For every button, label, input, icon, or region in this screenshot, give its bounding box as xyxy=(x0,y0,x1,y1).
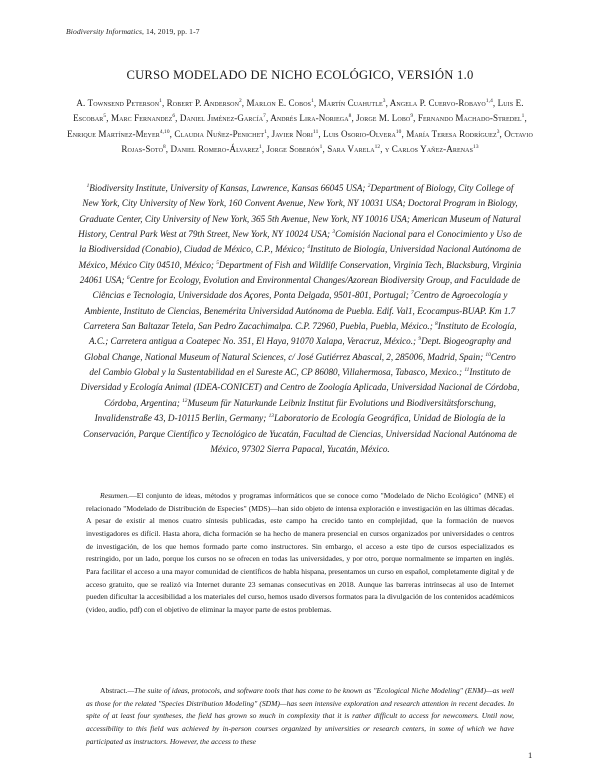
author-name: Martín Cuahutle xyxy=(318,98,383,108)
affiliation-text: Centro del Cambio Global y la Sustentabilidad en el Sureste AC, CP 86080, Villahermosa, Tabasco, Mexico.; xyxy=(89,351,516,378)
author-affiliation-number: 9 xyxy=(410,113,414,120)
affiliation-text: Centro de Agroecología y Ambiente, Instituto de Ciencias, Benemérita Universidad Autónoma de Puebla. Edif. Val1, Ecocampus-BUAP. Km 1.7 Carretera San Baltazar Tetela, San Pedro Zacachimalpa. C.P. 72960, Puebla, Puebla, México.; xyxy=(83,290,516,332)
author-name: Sara Varela xyxy=(327,144,375,155)
affiliation-number: 7 xyxy=(411,290,414,297)
author-affiliation-number: 1 xyxy=(264,128,267,135)
author-affiliation-number: 5 xyxy=(103,113,107,120)
resumen-text: —El conjunto de ideas, métodos y programas informáticos que se conoce como "Modelado de Nicho Ecológico" (MNE) el relacionado "Modelado de Distribución de Especies" (MDS)—han sido objeto de intensa exploración e investigación en las últimas décadas. A pesar de existir al menos cuatro síntesis publicadas, este campo ha crecido tanto en complejidad, que la formación de nuevos investigadores es difícil. Hasta ahora, dicha formación se ha hecho de manera presencial en cursos organizados por universidades o centros de investigación, de los que hemos formado parte como instructores. Sin embargo, el acceso a este tipo de cursos especializados es restringido, por un lado, porque los cursos no se ofrecen en todas las universidades, y por otro, porque normalmente se imparten en inglés. Para facilitar el acceso a una mayor comunidad de científicos de habla hispana, presentamos un curso en español, completamente digital y de acceso gratuito, que se realizó via Internet durante 23 semanas consecutivas en 2018. Aunque las barreras intrínsecas al uso de Internet pueden dificultar la accesibilidad a los materiales del curso, hemos usado diversos formatos para la divulgación de los contenidos académicos (video, audio, pdf) con el objetivo de eliminar la mayor parte de estos problemas. xyxy=(86,491,514,614)
journal-volume-pages: , 14, 2019, pp. 1-7 xyxy=(142,27,200,36)
author-list: A. Townsend Peterson$^1$, Robert P. Anderson$^2$, Marlon E. Cobos$^1$, Martín Cuahutle$^3$, Angela P. Cuervo-Robayo$^{1,4}$, Luis E. Escobar$^5$, Marc Fernandez$^6$, Daniel Jiménez-García$^7$, Andrés Lira-Noriega$^8$, Jorge M. Lobo$^9$, Fernando Machado-Stredel$^1$, Enrique Martínez-Meyer$^{4,10}$, Claudia Nuñez-Penichet$^1$, Javier Nori$^{11}$, Luis Osorio-Olvera$^{10}$, María Teresa Rodríguez$^3$, Octavio Rojas-Soto$^8$, Daniel Romero-Álvarez$^1$, Jorge Soberón$^1$, Sara Varela$^{12}$, y Carlos Yañez-Arenas$^{13}$ xyxy=(67,97,533,155)
journal-name: Biodiversity Informatics xyxy=(66,27,143,36)
affiliation-text: Centre for Ecology, Evolution and Environmental Changes/Azorean Biodiversity Group, and Faculdade de Ciências e Tecnologia, Universidade dos Açores, Ponta Delgada, 9501-801, Portugal; xyxy=(92,275,521,301)
author xyxy=(327,144,380,154)
author-name: Fernando Machado-Stredel xyxy=(417,113,522,124)
author-affiliation-number: 1 xyxy=(319,144,323,151)
author-name: Jorge Soberón xyxy=(266,144,320,155)
author xyxy=(247,98,314,108)
author xyxy=(418,113,525,123)
author-name: Luis E. Escobar xyxy=(73,98,524,124)
affiliation-text: Department of Fish and Wildlife Conservation, Virginia Tech, Blacksburg, Virginia 24061 USA; xyxy=(79,259,522,286)
affiliation-text: Museum für Naturkunde Leibniz Institut für Evolutions und Biodiversitätsforschung, Invalidenstraße 43, D-10115 Berlin, Germany; xyxy=(94,397,496,424)
author-name: María Teresa Rodríguez xyxy=(406,128,497,139)
author-name: Claudia Nuñez-Penichet xyxy=(174,128,265,139)
author-name: A. Townsend Peterson xyxy=(76,98,160,108)
author xyxy=(67,129,170,139)
affiliation-text: Instituto de Biología, Universidad Nacional Autónoma de México, México City 04510, México; xyxy=(78,244,521,270)
author-name: Angela P. Cuervo-Robayo xyxy=(389,98,486,108)
author-affiliation-number: 4,10 xyxy=(159,128,170,135)
author-name: Daniel Jiménez-García xyxy=(179,113,264,124)
author-affiliation-number: 13 xyxy=(473,144,479,151)
author-affiliation-number: 10 xyxy=(395,128,402,135)
author-name: Javier Nori xyxy=(271,128,313,139)
affiliation-number: 5 xyxy=(216,259,219,266)
author-affiliation-number: 11 xyxy=(312,128,319,135)
author xyxy=(272,129,319,139)
author-affiliation-number: 1 xyxy=(159,97,162,104)
author xyxy=(267,144,323,154)
affiliation-number: 3 xyxy=(332,228,336,235)
author-affiliation-number: 2 xyxy=(239,97,242,104)
author xyxy=(323,129,401,139)
page-number: 1 xyxy=(528,750,533,760)
author xyxy=(356,113,413,123)
author-affiliation-number: 1 xyxy=(311,97,314,104)
resumen-heading: Resumen. xyxy=(100,491,130,500)
affiliations xyxy=(78,181,522,457)
affiliation-text: Instituto de Ecología, A.C.; Carretera antigua a Coatepec No. 351, El Haya, 91070 Xalapa, Veracruz, México.; xyxy=(88,321,517,347)
author-affiliation-number: 12 xyxy=(374,144,381,151)
author-name: Octavio Rojas-Soto xyxy=(121,128,533,155)
author-affiliation-number: 1 xyxy=(259,144,262,151)
author-affiliation-number: 1 xyxy=(521,113,525,120)
author-affiliation-number: 8 xyxy=(348,113,352,120)
affiliation-text: Comisión Nacional para el Conocimiento y Uso de la Biodiversidad (Conabio), Ciudad de México, C.P., México; xyxy=(79,229,522,255)
abstract-paragraph xyxy=(86,685,514,748)
author xyxy=(174,129,267,139)
abstract-text: —The suite of ideas, protocols, and software tools that has come to be known as "Ecological Niche Modeling" (ENM)—as well as those for the related "Species Distribution Modeling" (SDM)—has seen intensive exploration and research attention in recent decades. In spite of at least four syntheses, the field has grown so much in complexity that it is rather difficult to access for newcomers. Until now, accessibility to this field was achieved by in-person courses organized by universities or research centers, in some of which we have participated as instructors. However, the access to these xyxy=(86,686,514,746)
author xyxy=(390,98,493,108)
journal-citation xyxy=(66,27,200,36)
affiliation-number: 9 xyxy=(418,336,422,343)
author xyxy=(319,98,386,108)
author-name: Marlon E. Cobos xyxy=(246,98,312,108)
affiliation-number: 6 xyxy=(126,275,130,282)
resumen-paragraph xyxy=(86,490,514,617)
author-name: Andrés Lira-Noriega xyxy=(270,113,349,124)
author xyxy=(167,98,242,108)
affiliation-number: 2 xyxy=(367,182,371,189)
author-name: Robert P. Anderson xyxy=(166,98,239,108)
author-name: Enrique Martínez-Meyer xyxy=(67,128,160,139)
author-name: Marc Fernandez xyxy=(110,113,173,124)
author-affiliation-number: 3 xyxy=(382,97,386,104)
affiliation-number: 1 xyxy=(86,182,90,189)
affiliation-text: Laboratorio de Ecología Geográfica, Unidad de Biología de la Conservación, Parque Científico y Tecnológico de Yucatán, Facultad de Ciencias, Universidad Nacional Autónoma de México, 97302 Sierra Papacal, Yucatán, México. xyxy=(83,413,517,454)
author-name: Daniel Romero-Álvarez xyxy=(170,144,260,155)
abstract-heading: Abstract. xyxy=(100,686,128,695)
author xyxy=(171,144,262,154)
author-affiliation-number: 7 xyxy=(263,113,266,120)
affiliation-text: Biodiversity Institute, University of Kansas, Lawrence, Kansas 66045 USA; xyxy=(89,183,368,193)
author xyxy=(406,129,499,139)
author xyxy=(180,113,266,123)
affiliation-number: 11 xyxy=(464,367,470,374)
affiliation-number: 4 xyxy=(307,244,310,251)
paper-title: CURSO MODELADO DE NICHO ECOLÓGICO, VERSIÓN 1.0 xyxy=(126,68,474,82)
affiliation-text: Department of Biology, City College of New York, City University of New York, 160 Convent Avenue, New York, NY 10031 USA; Doctoral Program in Biology, Graduate Center, City University of New York, 365 5th Avenue, New York, NY 10016 USA; American Museum of Natural History, Central Park West at 79th Street, New York, NY 10024 USA; xyxy=(78,183,521,240)
author xyxy=(385,144,479,154)
author-affiliation-number: 6 xyxy=(172,113,176,120)
author-name: Luis Osorio-Olvera xyxy=(323,128,396,139)
affiliation-number: 8 xyxy=(435,321,438,328)
author-affiliation-number: 3 xyxy=(496,128,500,135)
author-name: y Carlos Yañez-Arenas xyxy=(384,144,474,155)
affiliation-number: 12 xyxy=(182,397,188,404)
affiliation-number: 10 xyxy=(485,351,491,358)
author-name: Jorge M. Lobo xyxy=(356,113,411,124)
author xyxy=(111,113,175,123)
affiliation-number: 13 xyxy=(268,413,274,420)
author xyxy=(270,113,351,123)
author-affiliation-number: 1,4 xyxy=(485,97,493,104)
affiliation-text: Dept. Biogeography and Global Change, National Museum of Natural Sciences, c/ José Gutiérrez Abascal, 2, 285006, Madrid, Spain; xyxy=(84,336,512,362)
author-affiliation-number: 8 xyxy=(163,144,166,151)
affiliation-text: Instituto de Diversidad y Ecología Animal (IDEA-CONICET) and Centro de Zoología Aplicada, Universidad Nacional de Córdoba, Córdoba, Argentina; xyxy=(80,367,520,408)
author xyxy=(76,98,162,108)
